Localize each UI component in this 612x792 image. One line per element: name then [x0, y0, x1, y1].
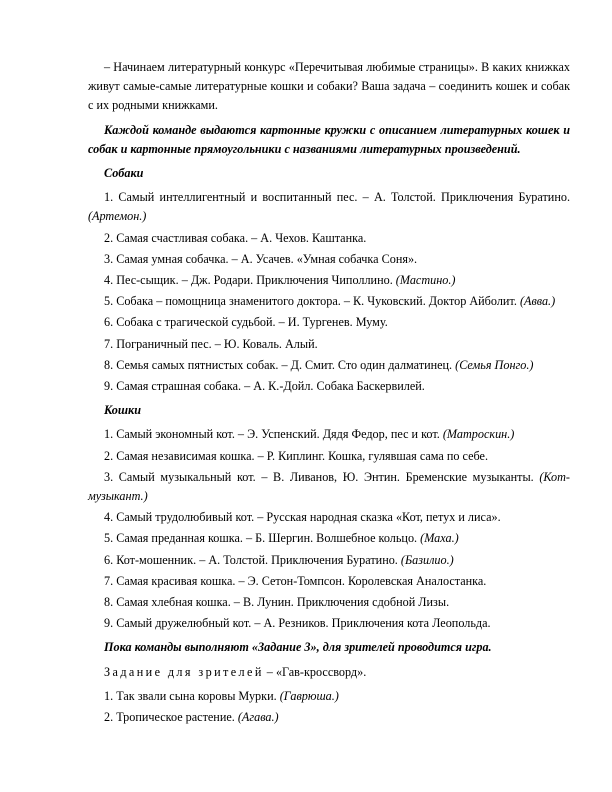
crossword-list — [88, 687, 570, 727]
instruction-paragraph: Каждой команде выдаются картонные кружки с описанием литературных кошек и собак и картонные прямоугольники с названиями литературных произведений. — [88, 122, 570, 156]
list-item: 6. Собака с трагической судьбой. – И. Тургенев. Муму. — [104, 315, 388, 330]
list-item: 2. Тропическое растение. (Агава.) — [104, 710, 279, 725]
list-item: 8. Семья самых пятнистых собак. – Д. Смит. Сто один далматинец. (Семья Понго.) — [104, 357, 534, 372]
audience-task-label: Задание для зрителей — [104, 664, 264, 679]
audience-note: Пока команды выполняют «Задание 3», для зрителей проводится игра. — [104, 640, 492, 655]
list-item: 4. Самый трудолюбивый кот. – Русская народная сказка «Кот, петух и лиса». — [104, 510, 501, 525]
list-item: 9. Самый дружелюбный кот. – А. Резников. Приключения кота Леопольда. — [104, 616, 491, 631]
document-body — [88, 58, 570, 727]
list-item: 5. Самая преданная кошка. – Б. Шергин. Волшебное кольцо. (Маха.) — [104, 531, 459, 546]
dogs-list — [88, 188, 570, 396]
list-item: 3. Самая умная собачка. – А. Усачев. «Умная собачка Соня». — [104, 251, 418, 266]
audience-task-heading — [88, 663, 570, 682]
list-item: 8. Самая хлебная кошка. – В. Лунин. Приключения сдобной Лизы. — [104, 595, 450, 610]
list-item: 6. Кот-мошенник. – А. Толстой. Приключения Буратино. (Базилио.) — [104, 552, 454, 567]
list-item: 2. Самая счастливая собака. – А. Чехов. Каштанка. — [104, 230, 367, 245]
cats-heading: Кошки — [104, 403, 142, 418]
list-item: 5. Собака – помощница знаменитого доктора. – К. Чуковский. Доктор Айболит. (Авва.) — [104, 294, 556, 309]
list-item: 4. Пес-сыщик. – Дж. Родари. Приключения Чиполлино. (Мастино.) — [104, 273, 456, 288]
audience-task-title: – «Гав-кроссворд». — [263, 664, 367, 679]
list-item: 1. Так звали сына коровы Мурки. (Гаврюша.) — [104, 688, 339, 703]
list-item: 7. Пограничный пес. – Ю. Коваль. Алый. — [104, 336, 318, 351]
list-item: 2. Самая независимая кошка. – Р. Киплинг. Кошка, гулявшая сама по себе. — [104, 448, 489, 463]
dogs-heading: Собаки — [104, 166, 144, 181]
list-item: 7. Самая красивая кошка. – Э. Сетон-Томпсон. Королевская Аналостанка. — [104, 573, 487, 588]
list-item: 3. Самый музыкальный кот. – В. Ливанов, Ю. Энтин. Бременские музыканты. (Кот-музыкант.) — [88, 469, 570, 504]
cats-list — [88, 425, 570, 633]
list-item: 9. Самая страшная собака. – А. К.-Дойл. Собака Баскервилей. — [104, 379, 425, 394]
list-item: 1. Самый интеллигентный и воспитанный пес. – А. Толстой. Приключения Буратино. (Артемон.) — [88, 190, 570, 224]
intro-paragraph: – Начинаем литературный конкурс «Перечитывая любимые страницы». В каких книжках живут самые-самые литературные кошки и собаки? Ваша задача – соединить кошек и собак с их родными книжками. — [88, 60, 570, 113]
list-item: 1. Самый экономный кот. – Э. Успенский. Дядя Федор, пес и кот. (Матроскин.) — [104, 427, 515, 442]
